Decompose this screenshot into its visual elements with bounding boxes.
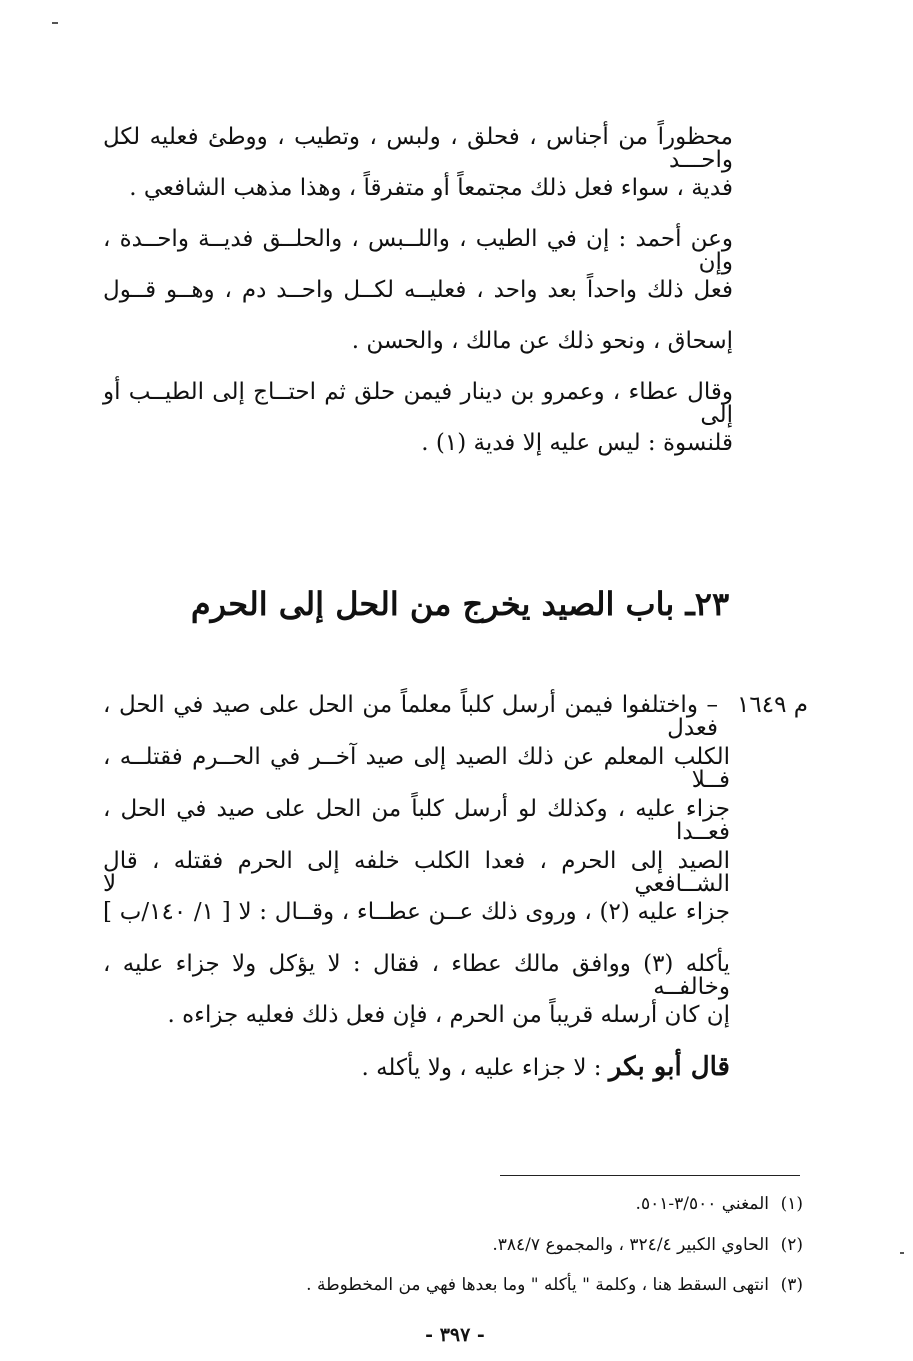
text-line: قلنسوة : ليس عليه إلا فدية (١) . [421,430,733,456]
text-line: وعن أحمد : إن في الطيب ، واللــبس ، والحلــق فديــة واحــدة ، وإن [103,226,733,275]
text-line: الصيد إلى الحرم ، فعدا الكلب خلفه إلى الحرم فقتله ، قال الشــافعي لا [103,848,730,897]
footnote-text: المغني ٣/٥٠٠-٥٠١. [635,1194,769,1214]
footnote-2 [492,1237,803,1254]
footnote-number: (٣) [780,1275,803,1295]
footnote-text: انتهى السقط هنا ، وكلمة " يأكله " وما بعدها فهي من المخطوطة . [306,1275,769,1295]
text-line: جزاء عليه ، وكذلك لو أرسل كلباً من الحل على صيد في الحل ، فعــدا [103,796,730,845]
footnote-1 [636,1196,803,1213]
footnote-text: الحاوي الكبير ٣٢٤/٤ ، والمجموع ٣٨٤/٧. [492,1235,769,1255]
conclusion-lead: قال أبو بكر [608,1052,730,1082]
text-line: – واختلفوا فيمن أرسل كلباً معلماً من الحل على صيد في الحل ، فعدل [103,692,718,741]
footnote-number: (٢) [780,1235,803,1255]
conclusion-line [361,1054,730,1080]
text-line: وقال عطاء ، وعمرو بن دينار فيمن حلق ثم احتــاج إلى الطيــب أو إلى [103,379,733,428]
conclusion-text: : لا جزاء عليه ، ولا يأكله . [361,1055,609,1081]
scan-speck [900,1252,904,1254]
footnote-divider [500,1175,800,1176]
text-line: يأكله (٣) ووافق مالك عطاء ، فقال : لا يؤكل ولا جزاء عليه ، وخالفــه [103,951,730,1000]
text-line: إن كان أرسله قريباً من الحرم ، فإن فعل ذلك فعليه جزاءه . [167,1002,730,1028]
footnote-3 [306,1277,803,1294]
scan-speck [52,22,58,24]
section-title: ٢٣ـ باب الصيد يخرج من الحل إلى الحرم [190,585,730,623]
text-line: إسحاق ، ونحو ذلك عن مالك ، والحسن . [351,328,733,354]
text-line: جزاء عليه (٢) ، وروى ذلك عــن عطــاء ، وقــال : لا [ ١/ ١٤٠/ب ] [103,899,731,925]
text-line: فدية ، سواء فعل ذلك مجتمعاً أو متفرقاً ، وهذا مذهب الشافعي . [129,175,733,201]
text-line: محظوراً من أجناس ، فحلق ، ولبس ، وتطيب ، ووطئ فعليه لكل واحـــد [103,124,733,173]
entry-number: م ١٦٤٩ [737,692,808,718]
page-number: - ٣٩٧ - [425,1324,485,1346]
text-line: الكلب المعلم عن ذلك الصيد إلى صيد آخــر في الحــرم فقتلــه ، فــلا [103,744,730,793]
footnote-number: (١) [780,1194,803,1214]
text-line: فعل ذلك واحداً بعد واحد ، فعليــه لكــل واحــد دم ، وهــو قــول [103,277,733,303]
